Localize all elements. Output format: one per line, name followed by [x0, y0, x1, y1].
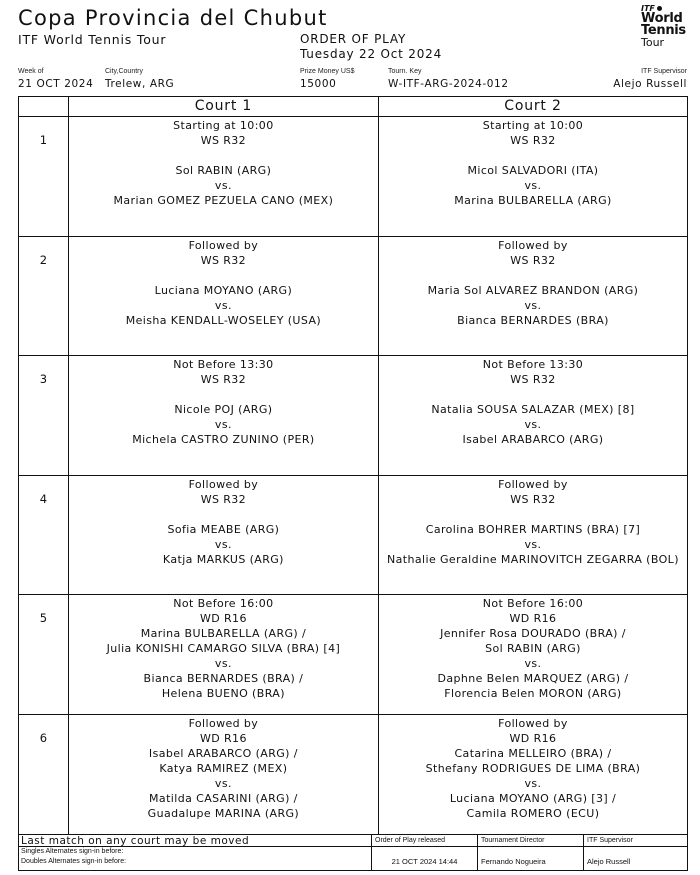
player-line [69, 268, 378, 283]
player-line: Bianca BERNARDES (BRA) [457, 313, 609, 327]
player-line: Micol SALVADORI (ITA) [467, 164, 599, 177]
order-of-play-grid [18, 96, 688, 835]
match-number: 1 [19, 117, 69, 236]
player-line [379, 387, 687, 402]
match-number: 3 [19, 356, 69, 475]
player-line: Maria Sol ALVAREZ BRANDON (ARG) [427, 283, 639, 297]
city-value: Trelew, ARG [105, 78, 175, 90]
player-line: Michela CASTRO ZUNINO (PER) [132, 433, 315, 446]
player-line: Jennifer Rosa DOURADO (BRA) / [440, 627, 626, 640]
player-line: Sol RABIN (ARG) [485, 642, 581, 655]
player-line: Katya RAMIREZ (MEX) [159, 761, 288, 775]
tourn-key-label: Tourn. Key [388, 68, 422, 75]
match-timing: Followed by [188, 716, 259, 730]
player-line: Isabel ARABARCO (ARG) [462, 433, 604, 446]
player-line: Nicole POJ (ARG) [174, 403, 273, 416]
player-line: Sthefany RODRIGUES DE LIMA (BRA) [425, 761, 641, 775]
player-line [69, 567, 378, 582]
versus-label: vs. [524, 657, 542, 670]
match-timing: Not Before 13:30 [482, 358, 584, 371]
match-round: WS R32 [200, 373, 247, 386]
player-line: Luciana MOYANO (ARG) [154, 283, 293, 297]
logo-line-tennis: Tennis [641, 23, 686, 38]
match-timing: Starting at 10:00 [482, 119, 584, 132]
versus-label: vs. [524, 298, 542, 312]
player-line: Sol RABIN (ARG) [175, 164, 272, 177]
versus-label: vs. [524, 418, 542, 431]
footer-director [478, 835, 584, 870]
player-line: Catarina MELLEIRO (BRA) / [454, 746, 612, 760]
match-row [19, 237, 687, 357]
supervisor-label: ITF Supervisor [641, 68, 687, 75]
player-line [379, 328, 687, 343]
player-line: Sofia MEABE (ARG) [167, 522, 280, 536]
match-row [19, 117, 687, 237]
versus-label: vs. [524, 776, 542, 790]
tournament-title: Copa Provincia del Chubut [18, 6, 328, 30]
footer-table [18, 834, 688, 871]
match-row [19, 595, 687, 715]
court-2-match [378, 476, 687, 595]
match-round: WD R16 [199, 612, 247, 625]
match-timing: Followed by [498, 238, 568, 252]
match-number: 6 [19, 715, 69, 835]
player-line: Natalia SOUSA SALAZAR (MEX) [8] [431, 403, 635, 416]
match-timing: Followed by [498, 716, 568, 730]
logo-line-world: World [641, 11, 683, 26]
versus-label: vs. [214, 179, 232, 192]
player-line: Isabel ARABARCO (ARG) / [148, 746, 298, 760]
player-line: Matilda CASARINI (ARG) / [149, 791, 298, 805]
supervisor-value: Alejo Russell [613, 78, 687, 90]
player-line [69, 328, 378, 343]
court-2-match [378, 356, 687, 475]
versus-label: vs. [214, 537, 232, 551]
court-1-match [69, 595, 378, 714]
player-line [379, 208, 687, 223]
match-round: WD R16 [509, 731, 557, 745]
match-round: WS R32 [510, 492, 556, 506]
player-line [69, 447, 378, 462]
player-line: Luciana MOYANO (ARG) [3] / [449, 791, 617, 805]
released-label: Order of Play released [372, 835, 477, 847]
match-number-header [19, 97, 69, 116]
player-line: Katja MARKUS (ARG) [162, 552, 284, 566]
player-line [379, 507, 687, 522]
court-1-match [69, 715, 378, 835]
player-line: Marina BULBARELLA (ARG) / [140, 627, 307, 640]
director-label: Tournament Director [478, 835, 583, 847]
player-line: Florencia Belen MORON (ARG) [444, 687, 622, 700]
match-row [19, 715, 687, 835]
itf-logo-mark: ITF [641, 4, 693, 13]
court-2-match [378, 595, 687, 714]
match-number: 4 [19, 476, 69, 595]
versus-label: vs. [524, 179, 542, 192]
order-of-play-heading [300, 32, 442, 62]
footer-supervisor-label: ITF Supervisor [584, 835, 687, 847]
player-line [379, 268, 687, 283]
footer-released [372, 835, 478, 870]
tour-subtitle: ITF World Tennis Tour [18, 32, 167, 47]
match-number: 2 [19, 237, 69, 356]
week-of-value: 21 OCT 2024 [18, 78, 94, 90]
versus-label: vs. [214, 298, 232, 312]
match-timing: Not Before 16:00 [173, 597, 274, 610]
court-1-match [69, 476, 378, 595]
versus-label: vs. [214, 776, 232, 790]
player-line [69, 387, 378, 402]
court-header-row [19, 97, 687, 117]
doubles-alternates-note: Doubles Alternates sign-in before: [21, 858, 127, 865]
court-1-match [69, 356, 378, 475]
court-2-match [378, 117, 687, 236]
versus-label: vs. [214, 657, 232, 670]
court-1-match [69, 117, 378, 236]
match-round: WS R32 [510, 134, 556, 147]
versus-label: vs. [214, 418, 232, 431]
match-rows [19, 117, 687, 834]
court-2-header: Court 2 [378, 97, 687, 116]
match-round: WD R16 [509, 612, 557, 625]
director-value: Fernando Nogueira [481, 857, 546, 866]
player-line: Marian GOMEZ PEZUELA CANO (MEX) [113, 194, 334, 207]
player-line [379, 447, 687, 462]
player-line: Helena BUENO (BRA) [161, 687, 285, 700]
match-round: WS R32 [200, 134, 247, 147]
player-line: Meisha KENDALL-WOSELEY (USA) [125, 313, 322, 327]
player-line [379, 148, 687, 163]
prize-money-value: 15000 [300, 78, 337, 90]
singles-alternates-note: Singles Alternates sign-in before: [21, 848, 124, 855]
match-timing: Not Before 16:00 [482, 597, 584, 610]
player-line [379, 567, 687, 582]
order-of-play-label: ORDER OF PLAY [300, 32, 407, 46]
last-match-note: Last match on any court may be moved [19, 835, 371, 847]
tourn-key-value: W-ITF-ARG-2024-012 [388, 78, 509, 90]
court-1-header: Court 1 [194, 98, 253, 114]
player-line: Guadalupe MARINA (ARG) [147, 806, 300, 820]
match-row [19, 476, 687, 596]
match-row [19, 356, 687, 476]
player-line: Carolina BOHRER MARTINS (BRA) [7] [425, 522, 641, 536]
logo-line-tour: Tour [641, 36, 665, 49]
court-2-match [378, 237, 687, 356]
player-line: Daphne Belen MARQUEZ (ARG) / [437, 672, 629, 685]
match-round: WS R32 [200, 492, 247, 506]
player-line: Julia KONISHI CAMARGO SILVA (BRA) [4] [106, 642, 341, 655]
match-timing: Followed by [188, 238, 259, 252]
match-timing: Followed by [498, 477, 568, 491]
match-round: WS R32 [510, 373, 556, 386]
versus-label: vs. [524, 537, 542, 551]
player-line: Marina BULBARELLA (ARG) [454, 194, 612, 207]
court-2-match [378, 715, 687, 835]
footer-supervisor-value: Alejo Russell [587, 857, 631, 866]
play-date: Tuesday 22 Oct 2024 [300, 47, 443, 61]
match-number: 5 [19, 595, 69, 714]
itf-wtt-logo [641, 4, 693, 49]
footer-supervisor [584, 835, 687, 870]
player-line [69, 148, 378, 163]
released-value: 21 OCT 2024 14:44 [391, 857, 458, 866]
footer-notes [19, 835, 372, 870]
match-timing: Starting at 10:00 [173, 119, 274, 132]
player-line [69, 208, 378, 223]
player-line: Nathalie Geraldine MARINOVITCH ZEGARRA (BOL) [387, 552, 679, 566]
player-line [69, 507, 378, 522]
match-timing: Not Before 13:30 [173, 358, 274, 371]
week-of-label: Week of [18, 68, 44, 75]
court-1-match [69, 237, 378, 356]
player-line: Camila ROMERO (ECU) [466, 806, 600, 820]
city-label: City,Country [105, 68, 143, 75]
player-line: Bianca BERNARDES (BRA) / [143, 672, 304, 685]
match-timing: Followed by [188, 477, 259, 491]
match-round: WS R32 [200, 253, 247, 267]
match-round: WS R32 [510, 253, 556, 267]
prize-money-label: Prize Money US$ [300, 68, 355, 75]
match-round: WD R16 [199, 731, 247, 745]
